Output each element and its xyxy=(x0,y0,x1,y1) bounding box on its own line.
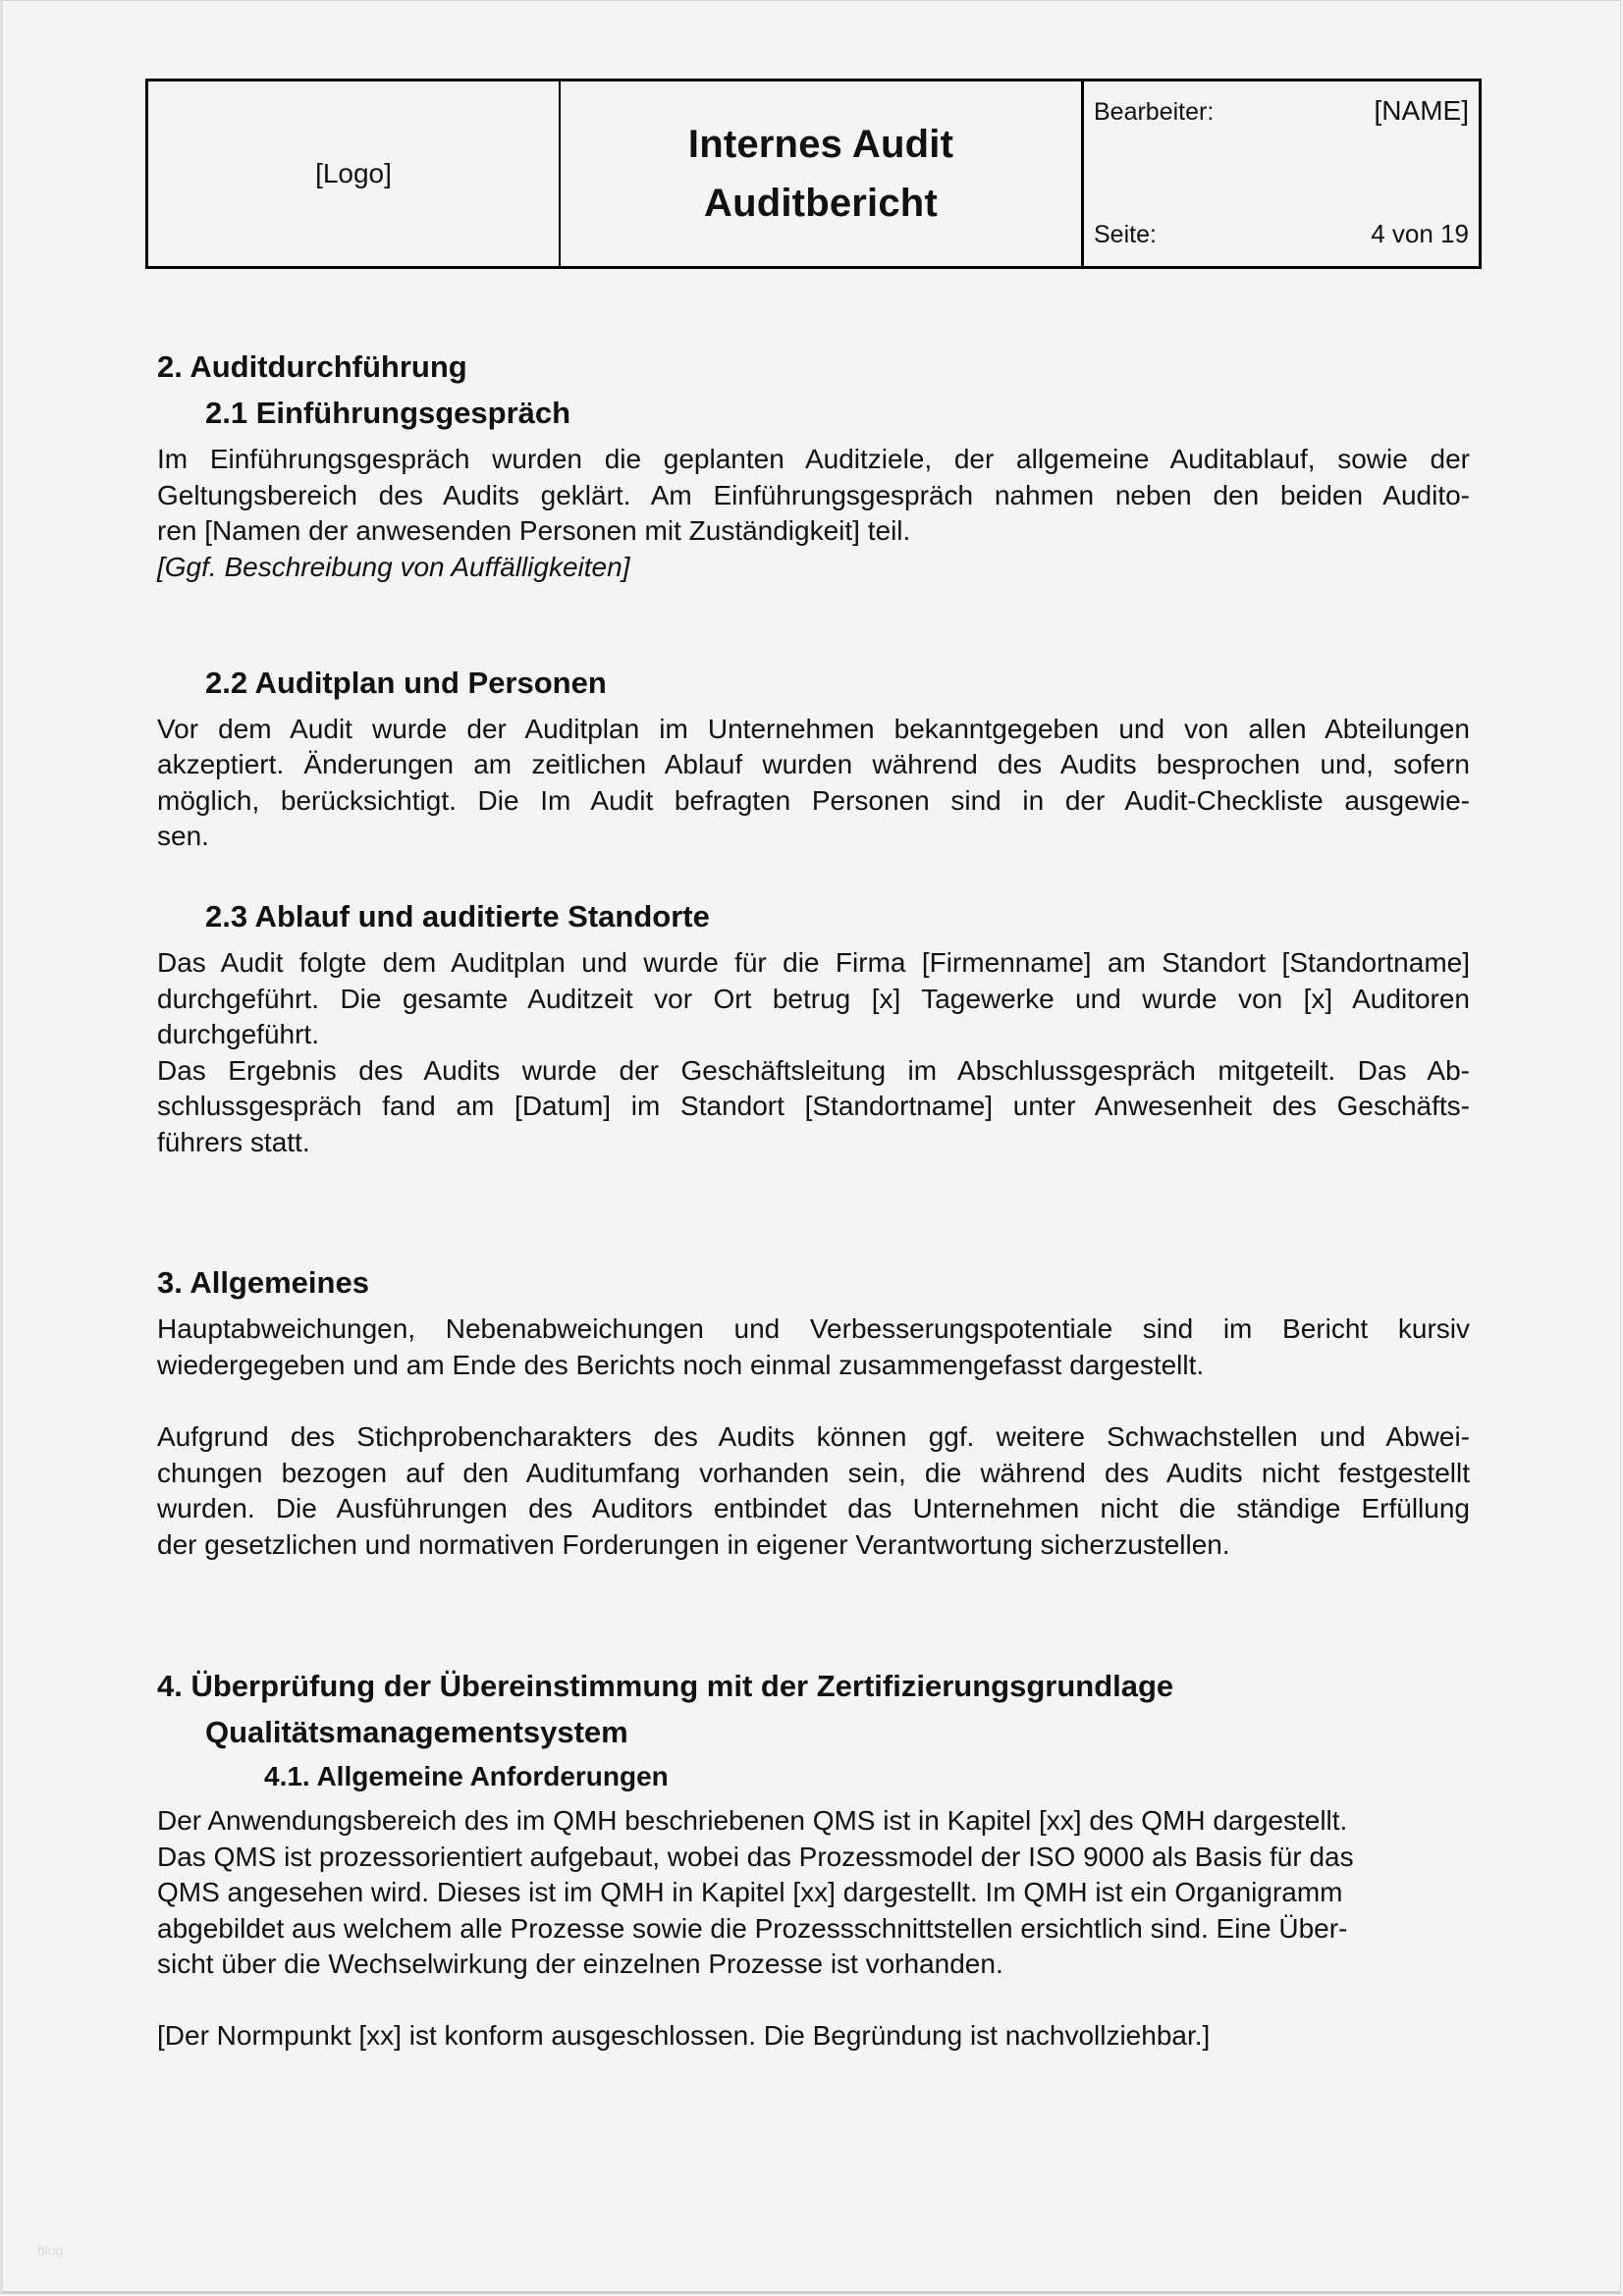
remarks-note: [Ggf. Beschreibung von Auffälligkeiten] xyxy=(157,552,630,582)
paragraph-line: durchgeführt. Die gesamte Auditzeit vor Ort betrug [x] Tagewerke und wurde von [x] Auditoren xyxy=(157,984,1470,1014)
exclusion-note: [Der Normpunkt [xx] ist konform ausgeschlossen. Die Begründung ist nachvollziehbar.] xyxy=(157,2020,1211,2051)
section-heading-4-1: 4.1. Allgemeine Anforderungen xyxy=(264,1761,669,1791)
paragraph-line: wurden. Die Ausführungen des Auditors entbindet das Unternehmen nicht die ständige Erfüllung xyxy=(157,1493,1470,1523)
page-number: 4 von 19 xyxy=(1371,219,1469,248)
document-title: Internes Audit xyxy=(687,123,954,166)
paragraph-line: chungen bezogen auf den Auditumfang vorhanden sein, die während des Audits nicht festgestellt xyxy=(157,1458,1470,1488)
logo-placeholder: [Logo] xyxy=(315,158,392,188)
watermark: blog xyxy=(37,2242,64,2258)
paragraph-line: Das Audit folgte dem Auditplan und wurde für die Firma [Firmenname] am Standort [Standortname] xyxy=(157,947,1470,978)
paragraph-line: der gesetzlichen und normativen Forderungen in eigener Verantwortung sicherzustellen. xyxy=(157,1529,1230,1560)
editor-row xyxy=(1094,95,1469,127)
paragraph-line: sen. xyxy=(157,821,209,851)
meta-cell xyxy=(1084,81,1479,266)
paragraph-line: Das Ergebnis des Audits wurde der Geschäftsleitung im Abschlussgespräch mitgeteilt. Das Ab- xyxy=(157,1055,1470,1086)
section-heading-2: 2. Auditdurchführung xyxy=(157,349,467,384)
paragraph-line: Hauptabweichungen, Nebenabweichungen und Verbesserungspotentiale sind im Bericht kursiv xyxy=(157,1313,1470,1344)
paragraph-line: Geltungsbereich des Audits geklärt. Am Einführungsgespräch nahmen neben den beiden Audito- xyxy=(157,480,1470,510)
paragraph-line: wiedergegeben und am Ende des Berichts noch einmal zusammengefasst dargestellt. xyxy=(157,1350,1205,1380)
section-heading-4: 4. Überprüfung der Übereinstimmung mit der Zertifizierungsgrundlage xyxy=(157,1669,1174,1703)
title-cell xyxy=(561,81,1084,266)
page-row xyxy=(1094,219,1469,249)
paragraph-line: Im Einführungsgespräch wurden die geplanten Auditziele, der allgemeine Auditablauf, sowie der xyxy=(157,444,1470,474)
editor-label: Bearbeiter: xyxy=(1094,98,1215,126)
editor-value: [NAME] xyxy=(1374,95,1469,126)
document-subtitle: Auditbericht xyxy=(704,182,938,225)
paragraph-line: sicht über die Wechselwirkung der einzelnen Prozesse ist vorhanden. xyxy=(157,1949,1003,1979)
paragraph-line: ren [Namen der anwesenden Personen mit Zuständigkeit] teil. xyxy=(157,515,911,546)
logo-cell xyxy=(148,81,561,266)
section-heading-3: 3. Allgemeines xyxy=(157,1265,369,1300)
section-heading-2-3: 2.3 Ablauf und auditierte Standorte xyxy=(205,899,710,934)
section-heading-2-1: 2.1 Einführungsgespräch xyxy=(205,396,571,430)
paragraph-line: Vor dem Audit wurde der Auditplan im Unternehmen bekanntgegeben und von allen Abteilungen xyxy=(157,714,1470,744)
paragraph-line: Der Anwendungsbereich des im QMH beschriebenen QMS ist in Kapitel [xx] des QMH dargestellt. xyxy=(157,1805,1348,1836)
paragraph-line: durchgeführt. xyxy=(157,1019,319,1049)
paragraph-line: akzeptiert. Änderungen am zeitlichen Ablauf wurden während des Audits besprochen und, sofern xyxy=(157,749,1470,779)
section-heading-2-2: 2.2 Auditplan und Personen xyxy=(205,666,607,700)
paragraph-line: möglich, berücksichtigt. Die Im Audit befragten Personen sind in der Audit-Checkliste ausgewie- xyxy=(157,785,1470,816)
section-subheading-4: Qualitätsmanagementsystem xyxy=(205,1715,628,1749)
page-label: Seite: xyxy=(1094,221,1157,248)
paragraph-line: schlussgespräch fand am [Datum] im Standort [Standortname] unter Anwesenheit des Geschäfts- xyxy=(157,1091,1470,1121)
paragraph-line: abgebildet aus welchem alle Prozesse sowie die Prozessschnittstellen ersichtlich sind. Eine Über- xyxy=(157,1913,1348,1944)
paragraph-line: QMS angesehen wird. Dieses ist im QMH in Kapitel [xx] dargestellt. Im QMH ist ein Organigramm xyxy=(157,1877,1343,1907)
document-header-table xyxy=(145,79,1482,269)
paragraph-line: führers statt. xyxy=(157,1127,310,1157)
paragraph-line: Das QMS ist prozessorientiert aufgebaut, wobei das Prozessmodel der ISO 9000 als Basis für das xyxy=(157,1842,1354,1872)
paragraph-line: Aufgrund des Stichprobencharakters des Audits können ggf. weitere Schwachstellen und Abwei- xyxy=(157,1421,1470,1452)
